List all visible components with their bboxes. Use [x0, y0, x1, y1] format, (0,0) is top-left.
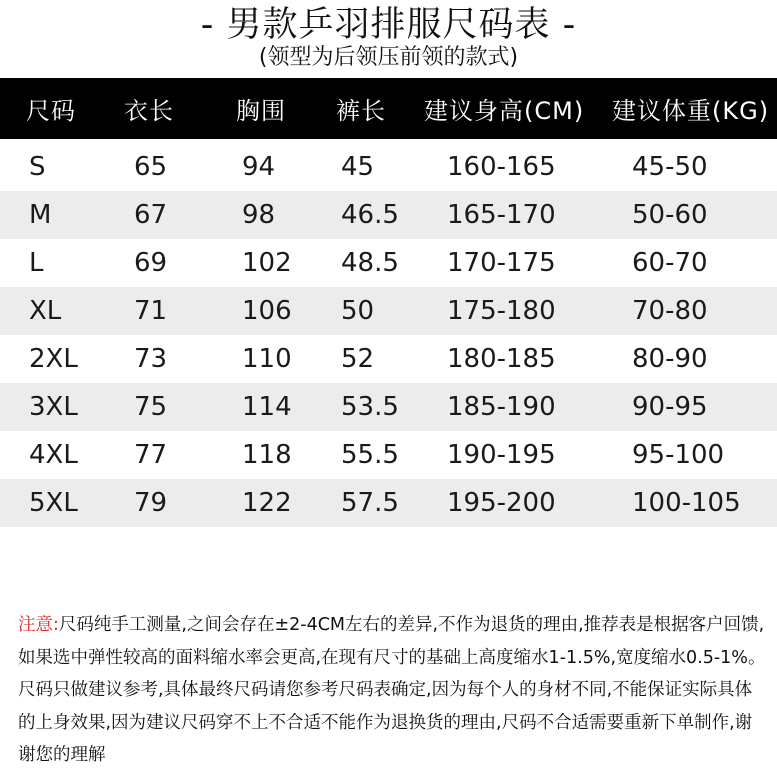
cell-chest: 118	[242, 440, 292, 470]
cell-weight: 50-60	[632, 200, 708, 230]
cell-size: XL	[29, 296, 62, 326]
cell-weight: 80-90	[632, 344, 708, 374]
page-subtitle: (领型为后领压前领的款式)	[258, 45, 519, 70]
cell-length: 67	[134, 200, 168, 230]
cell-size: 3XL	[29, 392, 78, 422]
cell-size: 2XL	[29, 344, 78, 374]
cell-length: 69	[134, 248, 168, 278]
cell-length: 65	[134, 152, 168, 182]
header-length: 衣长	[124, 97, 174, 125]
size-chart-table	[0, 78, 777, 527]
table-row	[0, 335, 777, 383]
header-size: 尺码	[26, 97, 76, 125]
cell-height: 170-175	[447, 248, 556, 278]
cell-length: 79	[134, 488, 168, 518]
cell-chest: 98	[242, 200, 276, 230]
cell-weight: 90-95	[632, 392, 708, 422]
title-area	[0, 0, 777, 78]
cell-weight: 70-80	[632, 296, 708, 326]
cell-height: 195-200	[447, 488, 556, 518]
cell-chest: 94	[242, 152, 276, 182]
cell-length: 73	[134, 344, 168, 374]
cell-chest: 110	[242, 344, 292, 374]
table-row	[0, 479, 777, 527]
cell-chest: 114	[242, 392, 292, 422]
cell-chest: 102	[242, 248, 292, 278]
cell-size: M	[29, 200, 52, 230]
page-title: - 男款乒羽排服尺码表 -	[200, 5, 577, 45]
cell-chest: 106	[242, 296, 292, 326]
table-row	[0, 239, 777, 287]
cell-pants-length: 57.5	[341, 488, 399, 518]
cell-pants-length: 45	[341, 152, 375, 182]
cell-weight: 45-50	[632, 152, 708, 182]
cell-height: 190-195	[447, 440, 556, 470]
note-text: 尺码纯手工测量,之间会存在±2-4CM左右的差异,不作为退货的理由,推荐表是根据客户回馈,如果选中弹性较高的面料缩水率会更高,在现有尺寸的基础上高度缩水1-1.5%,宽度缩水0.5-1%。尺码只做建议参考,具体最终尺码请您参考尺码表确定,因为每个人的身材不同,不能保证实际具体的上身效果,因为建议尺码穿不上不合适不能作为退换货的理由,尺码不合适需要重新下单制作,谢谢您的理解	[18, 615, 766, 765]
cell-weight: 100-105	[632, 488, 741, 518]
cell-length: 71	[134, 296, 168, 326]
size-note	[18, 609, 768, 772]
cell-size: S	[29, 152, 46, 182]
cell-length: 77	[134, 440, 168, 470]
table-row	[0, 383, 777, 431]
cell-pants-length: 55.5	[341, 440, 399, 470]
note-label: 注意:	[18, 615, 59, 635]
table-row	[0, 191, 777, 239]
cell-height: 180-185	[447, 344, 556, 374]
cell-chest: 122	[242, 488, 292, 518]
cell-height: 160-165	[447, 152, 556, 182]
cell-height: 165-170	[447, 200, 556, 230]
header-pants-length: 裤长	[336, 97, 386, 125]
cell-pants-length: 50	[341, 296, 375, 326]
table-row	[0, 287, 777, 335]
header-weight: 建议体重(KG)	[612, 97, 770, 125]
cell-pants-length: 52	[341, 344, 375, 374]
cell-pants-length: 46.5	[341, 200, 399, 230]
cell-pants-length: 48.5	[341, 248, 399, 278]
cell-length: 75	[134, 392, 168, 422]
cell-size: 4XL	[29, 440, 78, 470]
table-row	[0, 431, 777, 479]
header-height: 建议身高(CM)	[424, 97, 585, 125]
table-row	[0, 143, 777, 191]
cell-weight: 60-70	[632, 248, 708, 278]
cell-size: 5XL	[29, 488, 78, 518]
cell-height: 175-180	[447, 296, 556, 326]
cell-weight: 95-100	[632, 440, 725, 470]
cell-height: 185-190	[447, 392, 556, 422]
cell-size: L	[29, 248, 44, 278]
cell-pants-length: 53.5	[341, 392, 399, 422]
header-chest: 胸围	[236, 97, 286, 125]
table-header-row	[0, 78, 777, 139]
